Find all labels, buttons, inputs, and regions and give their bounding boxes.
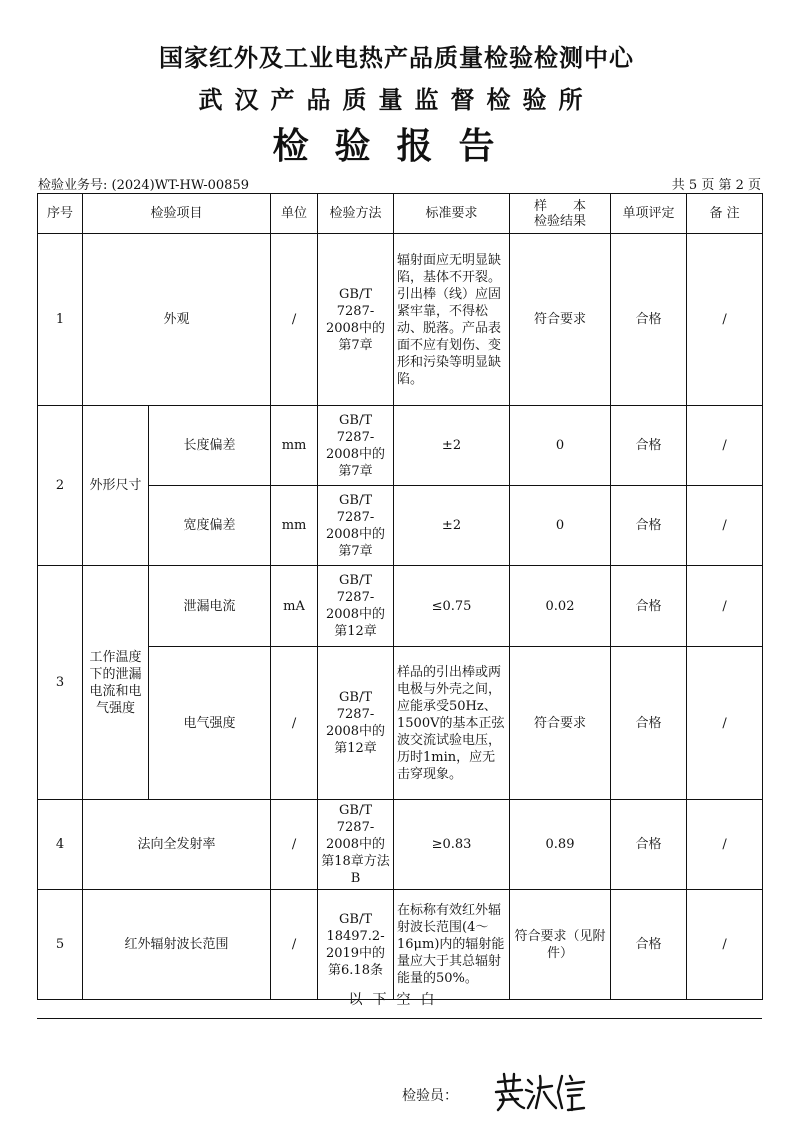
table-header-row bbox=[38, 194, 763, 234]
cell-judgement: 合格 bbox=[611, 234, 687, 406]
cell-unit: / bbox=[271, 800, 318, 890]
header-item: 检验项目 bbox=[83, 194, 271, 234]
cell-unit: / bbox=[271, 647, 318, 800]
header-unit: 单位 bbox=[271, 194, 318, 234]
cell-method: GB/T 7287-2008中的第7章 bbox=[318, 486, 394, 566]
cell-judgement: 合格 bbox=[611, 566, 687, 647]
cell-judgement: 合格 bbox=[611, 647, 687, 800]
cell-judgement: 合格 bbox=[611, 890, 687, 1000]
header-method: 检验方法 bbox=[318, 194, 394, 234]
cell-method: GB/T 18497.2-2019中的第6.18条 bbox=[318, 890, 394, 1000]
cell-item: 长度偏差 bbox=[149, 406, 271, 486]
cell-unit: mA bbox=[271, 566, 318, 647]
inspector-label: 检验员： bbox=[402, 1088, 458, 1104]
cell-seq: 5 bbox=[38, 890, 83, 1000]
table-row bbox=[38, 890, 763, 1000]
cell-group: 工作温度下的泄漏电流和电气强度 bbox=[83, 566, 149, 800]
cell-seq: 1 bbox=[38, 234, 83, 406]
cell-requirement: 样品的引出棒或两电极与外壳之间，应能承受50Hz、1500V的基本正弦波交流试验电压，历时1min，应无击穿现象。 bbox=[394, 647, 510, 800]
cell-remark: / bbox=[687, 486, 763, 566]
cell-seq: 3 bbox=[38, 566, 83, 800]
cell-unit: mm bbox=[271, 406, 318, 486]
cell-item: 宽度偏差 bbox=[149, 486, 271, 566]
cell-remark: / bbox=[687, 406, 763, 486]
cell-method: GB/T 7287-2008中的第7章 bbox=[318, 234, 394, 406]
cell-result: 0 bbox=[510, 406, 611, 486]
table-row bbox=[38, 800, 763, 890]
table-row bbox=[38, 234, 763, 406]
cell-remark: / bbox=[687, 647, 763, 800]
cell-seq: 4 bbox=[38, 800, 83, 890]
report-title-center: 国家红外及工业电热产品质量检验检测中心 bbox=[159, 43, 634, 72]
table-row bbox=[38, 406, 763, 486]
cell-item: 法向全发射率 bbox=[83, 800, 271, 890]
cell-remark: / bbox=[687, 566, 763, 647]
cell-judgement: 合格 bbox=[611, 486, 687, 566]
page-info: 共 5 页 第 2 页 bbox=[671, 178, 761, 193]
cell-result: 符合要求（见附件） bbox=[510, 890, 611, 1000]
cell-remark: / bbox=[687, 234, 763, 406]
header-remark: 备 注 bbox=[687, 194, 763, 234]
header-judgement: 单项评定 bbox=[611, 194, 687, 234]
divider bbox=[37, 1018, 762, 1019]
cell-result: 0.89 bbox=[510, 800, 611, 890]
header-requirement: 标准要求 bbox=[394, 194, 510, 234]
cell-judgement: 合格 bbox=[611, 800, 687, 890]
cell-item: 电气强度 bbox=[149, 647, 271, 800]
cell-result: 符合要求 bbox=[510, 234, 611, 406]
cell-item: 外观 bbox=[83, 234, 271, 406]
cell-item: 泄漏电流 bbox=[149, 566, 271, 647]
cell-result: 0 bbox=[510, 486, 611, 566]
cell-requirement: ≥0.83 bbox=[394, 800, 510, 890]
cell-unit: / bbox=[271, 234, 318, 406]
cell-requirement: ±2 bbox=[394, 486, 510, 566]
cell-method: GB/T 7287-2008中的第18章方法B bbox=[318, 800, 394, 890]
blank-below-note: 以下空白 bbox=[348, 992, 445, 1008]
cell-unit: mm bbox=[271, 486, 318, 566]
header-result: 样 本 检验结果 bbox=[510, 194, 611, 234]
inspector-signature bbox=[492, 1068, 588, 1118]
inspection-table bbox=[37, 193, 763, 1000]
cell-group: 外形尺寸 bbox=[83, 406, 149, 566]
cell-result: 0.02 bbox=[510, 566, 611, 647]
table-row bbox=[38, 566, 763, 647]
cell-seq: 2 bbox=[38, 406, 83, 566]
cell-method: GB/T 7287-2008中的第7章 bbox=[318, 406, 394, 486]
cell-requirement: ±2 bbox=[394, 406, 510, 486]
header-seq: 序号 bbox=[38, 194, 83, 234]
cell-judgement: 合格 bbox=[611, 406, 687, 486]
report-title-institute: 武汉产品质量监督检验所 bbox=[198, 85, 595, 114]
cell-item: 红外辐射波长范围 bbox=[83, 890, 271, 1000]
business-number: 检验业务号: (2024)WT-HW-00859 bbox=[38, 178, 249, 193]
cell-result: 符合要求 bbox=[510, 647, 611, 800]
cell-remark: / bbox=[687, 800, 763, 890]
cell-requirement: 在标称有效红外辐射波长范围(4～16μm)内的辐射能量应大于其总辐射能量的50%。 bbox=[394, 890, 510, 1000]
cell-remark: / bbox=[687, 890, 763, 1000]
cell-method: GB/T 7287-2008中的第12章 bbox=[318, 647, 394, 800]
report-title: 检验报告 bbox=[272, 125, 521, 167]
cell-requirement: 辐射面应无明显缺陷，基体不开裂。引出棒（线）应固紧牢靠，不得松动、脱落。产品表面不应有划伤、变形和污染等明显缺陷。 bbox=[394, 234, 510, 406]
cell-unit: / bbox=[271, 890, 318, 1000]
cell-method: GB/T 7287-2008中的第12章 bbox=[318, 566, 394, 647]
cell-requirement: ≤0.75 bbox=[394, 566, 510, 647]
